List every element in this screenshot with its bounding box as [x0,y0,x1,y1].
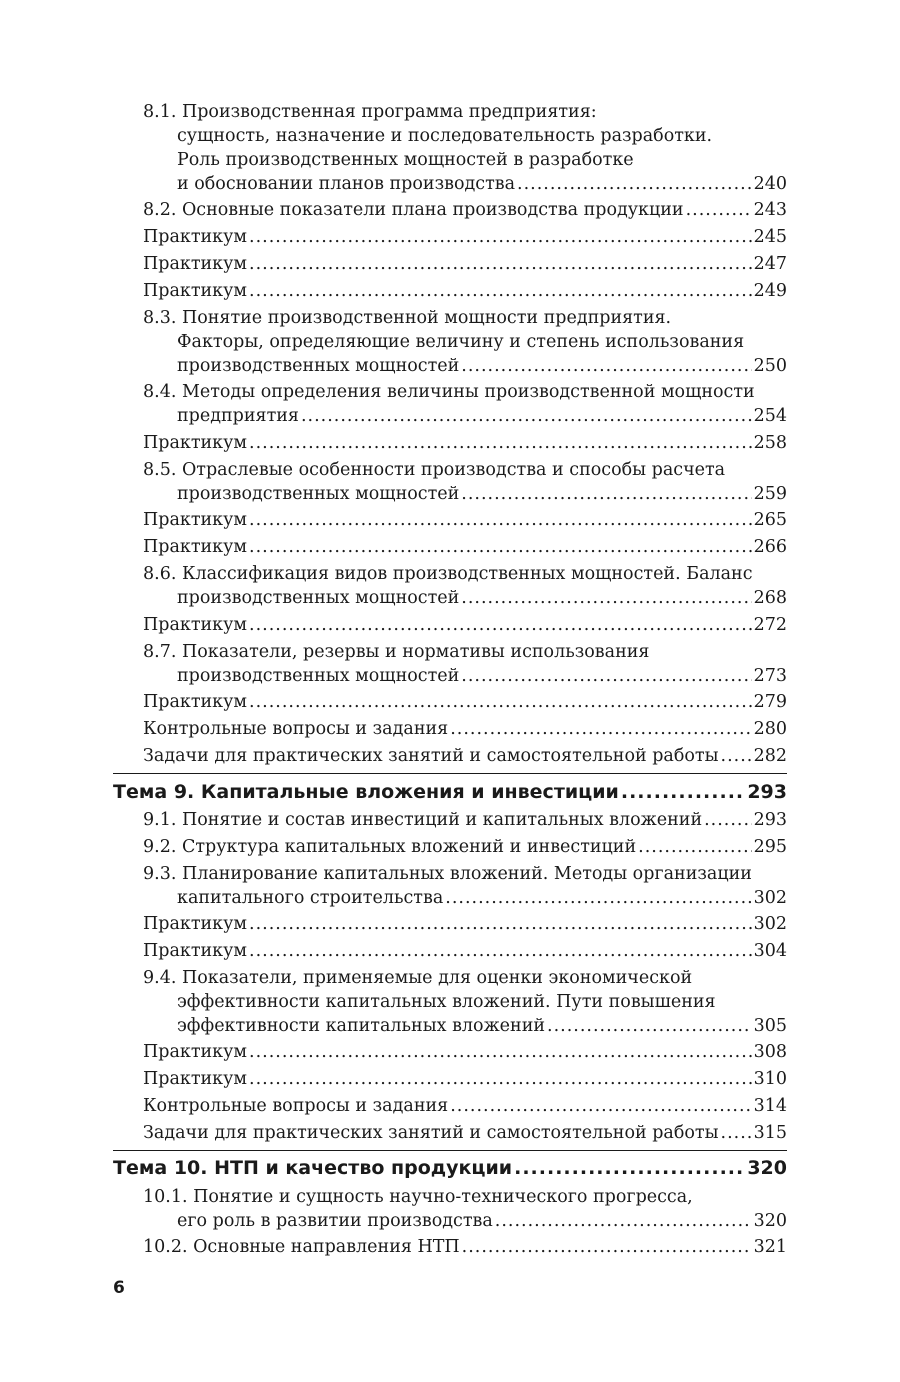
toc-page-number: 266 [753,537,787,557]
toc-page-number: 295 [753,837,787,857]
leader-dots [249,431,752,455]
toc-entry-title: Задачи для практических занятий и самостоятельной работы [143,746,719,766]
leader-dots [249,279,752,303]
toc-entry-practicum[interactable] [113,279,787,303]
leader-dots [249,939,752,963]
toc-page-number: 282 [753,746,787,766]
section-divider [113,773,787,774]
leader-dots [461,664,751,688]
leader-dots [450,1094,751,1118]
toc-entry-title: Контрольные вопросы и задания [143,719,449,739]
leader-dots [638,835,751,859]
toc-page-number: 320 [753,1211,787,1231]
toc-entry-practicum[interactable] [113,225,787,249]
toc-entry-practicum[interactable] [113,939,787,963]
toc-entry-line: производственных мощностей [177,356,460,376]
leader-dots [704,808,751,832]
toc-page-number: 243 [753,200,787,220]
toc-entry-practicum[interactable] [113,431,787,455]
leader-dots [461,586,751,610]
toc-entry-control-questions[interactable] [113,717,787,741]
toc-page-number: 258 [753,433,787,453]
toc-entry-8-4[interactable] [113,380,787,428]
toc-entry-title: Практикум [143,227,248,247]
toc-entry-title: Практикум [143,692,248,712]
toc-page-number: 245 [753,227,787,247]
toc-entry-line: и обосновании планов производства [177,174,516,194]
toc-entry-line: 8.5. Отраслевые особенности производства и способы расчета [143,460,726,480]
toc-page-number: 280 [753,719,787,739]
toc-page-number: 315 [753,1123,787,1143]
leader-dots [461,354,751,378]
section-divider [113,1150,787,1151]
toc-entry-title: Практикум [143,615,248,635]
toc-entry-practicum[interactable] [113,690,787,714]
toc-entry-title: 9.2. Структура капитальных вложений и инвестиций [143,837,637,857]
toc-entry-tasks[interactable] [113,1121,787,1145]
toc-page-number: 304 [753,941,787,961]
leader-dots [517,172,752,196]
toc-entry-8-2[interactable] [113,198,787,222]
toc-entry-practicum[interactable] [113,613,787,637]
toc-entry-title: Практикум [143,1042,248,1062]
toc-page-number: 305 [753,1016,787,1036]
toc-entry-line: эффективности капитальных вложений. Пути повышения [177,992,716,1012]
toc-entry-line: Роль производственных мощностей в разработке [177,150,634,170]
toc-entry-line: капитального строительства [177,888,444,908]
toc-page-number: 279 [753,692,787,712]
toc-page-number: 302 [753,914,787,934]
toc-topic-title: Тема 10. НТП и качество продукции [113,1157,513,1179]
toc-entry-line: Факторы, определяющие величину и степень использования [177,332,745,352]
toc-entry-line: его роль в развитии производства [177,1211,493,1231]
toc-page-number: 321 [753,1237,787,1257]
toc-entry-practicum[interactable] [113,1067,787,1091]
toc-entry-title: 9.1. Понятие и состав инвестиций и капитальных вложений [143,810,703,830]
leader-dots [249,508,752,532]
toc-page-number: 314 [753,1096,787,1116]
toc-entry-8-7[interactable] [113,640,787,688]
toc-entry-title: Практикум [143,941,248,961]
toc-entry-9-1[interactable] [113,808,787,832]
toc-page-number: 293 [747,781,787,803]
toc-entry-title: 10.2. Основные направления НТП [143,1237,460,1257]
toc-page-number: 249 [753,281,787,301]
toc-page-number: 265 [753,510,787,530]
toc-page-number: 247 [753,254,787,274]
leader-dots [721,1121,752,1145]
toc-entry-line: 10.1. Понятие и сущность научно-технического прогресса, [143,1187,693,1207]
toc-entry-10-2[interactable] [113,1235,787,1259]
toc-entry-8-5[interactable] [113,458,787,506]
page-number: 6 [113,1278,125,1298]
toc-entry-line: производственных мощностей [177,484,460,504]
toc-entry-control-questions[interactable] [113,1094,787,1118]
leader-dots [249,690,752,714]
toc-entry-line: 9.4. Показатели, применяемые для оценки экономической [143,968,693,988]
toc-page-number: 240 [753,174,787,194]
leader-dots [249,225,752,249]
leader-dots [450,717,751,741]
toc-entry-title: Практикум [143,914,248,934]
toc-entry-line: 8.6. Классификация видов производственных мощностей. Баланс [143,564,753,584]
toc-entry-10-1[interactable] [113,1185,787,1233]
toc-page-number: 254 [753,406,787,426]
toc-entry-practicum[interactable] [113,252,787,276]
toc-entry-line: сущность, назначение и последовательность разработки. [177,126,713,146]
toc-page-number: 272 [753,615,787,635]
toc-entry-line: 8.1. Производственная программа предприятия: [143,102,597,122]
toc-entry-8-6[interactable] [113,562,787,610]
leader-dots [721,744,752,768]
toc-entry-practicum[interactable] [113,1040,787,1064]
toc-entry-line: 8.3. Понятие производственной мощности предприятия. [143,308,672,328]
toc-entry-practicum[interactable] [113,508,787,532]
leader-dots [445,886,751,910]
toc-entry-line: производственных мощностей [177,588,460,608]
leader-dots [249,613,752,637]
toc-entry-line: 8.4. Методы определения величины производственной мощности [143,382,755,402]
toc-entry-9-2[interactable] [113,835,787,859]
toc-entry-tasks[interactable] [113,744,787,768]
toc-page-number: 310 [753,1069,787,1089]
toc-topic-title: Тема 9. Капитальные вложения и инвестиции [113,781,619,803]
toc-entry-title: Практикум [143,1069,248,1089]
toc-page-number: 293 [753,810,787,830]
leader-dots [461,482,751,506]
toc-entry-line: 9.3. Планирование капитальных вложений. Методы организации [143,864,752,884]
toc-entry-title: Практикум [143,537,248,557]
toc-entry-8-1[interactable] [113,100,787,196]
leader-dots [547,1014,752,1038]
toc-page-number: 268 [753,588,787,608]
toc-entry-8-3[interactable] [113,306,787,378]
toc-entry-title: Задачи для практических занятий и самостоятельной работы [143,1123,719,1143]
toc-page-number: 308 [753,1042,787,1062]
toc-entry-practicum[interactable] [113,912,787,936]
toc-entry-title: Практикум [143,281,248,301]
toc-entry-practicum[interactable] [113,535,787,559]
toc-entry-line: эффективности капитальных вложений [177,1016,546,1036]
toc-page-number: 320 [747,1157,787,1179]
leader-dots [495,1209,752,1233]
leader-dots [514,1155,745,1181]
toc-topic-10[interactable] [113,1155,787,1181]
leader-dots [301,404,752,428]
toc-entry-line: производственных мощностей [177,666,460,686]
leader-dots [462,1235,752,1259]
toc-page-number: 250 [753,356,787,376]
toc-entry-title: Практикум [143,433,248,453]
toc-entry-line: 8.7. Показатели, резервы и нормативы использования [143,642,650,662]
toc-page-number: 273 [753,666,787,686]
toc-entry-title: 8.2. Основные показатели плана производства продукции [143,200,684,220]
toc-entry-line: предприятия [177,406,299,426]
toc-entry-9-4[interactable] [113,966,787,1038]
leader-dots [249,1067,752,1091]
leader-dots [249,912,752,936]
leader-dots [249,252,752,276]
toc-topic-9[interactable] [113,779,787,805]
toc-entry-title: Практикум [143,510,248,530]
toc-entry-title: Практикум [143,254,248,274]
toc-entry-9-3[interactable] [113,862,787,910]
leader-dots [249,535,752,559]
toc-page-number: 302 [753,888,787,908]
leader-dots [621,779,745,805]
leader-dots [249,1040,752,1064]
toc-page-number: 259 [753,484,787,504]
leader-dots [686,198,752,222]
toc-entry-title: Контрольные вопросы и задания [143,1096,449,1116]
